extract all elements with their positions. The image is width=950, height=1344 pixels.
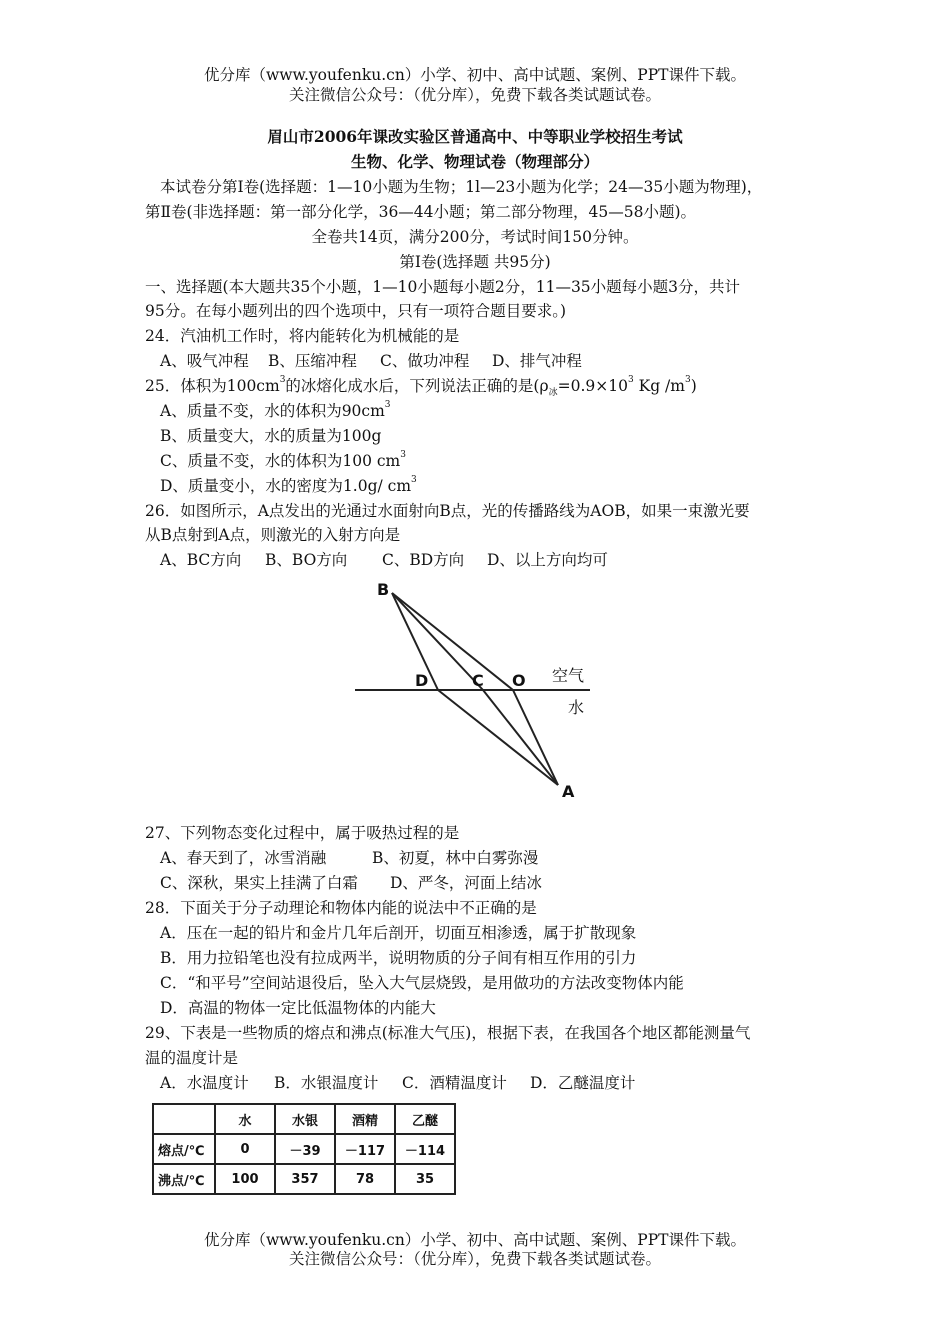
label-c: C — [472, 671, 484, 690]
header-line-1: 优分库（www.youfenku.cn）小学、初中、高中试题、案例、PPT课件下载。 — [203, 66, 747, 84]
table-cell: －39 — [275, 1134, 335, 1164]
q27-options-row2 — [160, 872, 542, 894]
q26-option-d: D、以上方向均可 — [487, 551, 608, 569]
q27-option-d: D、严冬，河面上结冰 — [390, 874, 542, 892]
section1-line-1: 一、选择题(本大题共35个小题，1—10小题每小题2分，11—35小题每小题3分，共计 — [145, 278, 741, 296]
melting-boiling-table — [152, 1103, 456, 1195]
table-cell: 100 — [215, 1164, 275, 1194]
table-header-cell: 水银 — [275, 1104, 335, 1134]
table-header-cell: 酒精 — [335, 1104, 395, 1134]
q24-stem: 24．汽油机工作时，将内能转化为机械能的是 — [145, 327, 460, 345]
q24-option-a: A、吸气冲程 — [160, 352, 249, 370]
table-header-row — [153, 1104, 455, 1134]
table-row — [153, 1164, 455, 1194]
label-b: B — [377, 580, 390, 599]
label-a: A — [562, 782, 575, 801]
section-heading: 第Ⅰ卷(选择题 共95分) — [399, 253, 551, 271]
q29-line-2: 温的温度计是 — [145, 1049, 239, 1067]
q27-stem: 27、下列物态变化过程中，属于吸热过程的是 — [145, 824, 460, 842]
table-cell: －117 — [335, 1134, 395, 1164]
exam-title: 眉山市2006年课改实验区普通高中、中等职业学校招生考试 — [267, 127, 683, 146]
label-water: 水 — [568, 698, 585, 717]
q28-stem: 28．下面关于分子动理论和物体内能的说法中不正确的是 — [145, 899, 537, 917]
intro-line-2: 第Ⅱ卷(非选择题：第一部分化学，36—44小题；第二部分物理，45—58小题)。 — [145, 203, 697, 221]
ray-d-a — [438, 690, 558, 785]
q29-option-a: A．水温度计 — [160, 1074, 249, 1092]
exam-subtitle: 生物、化学、物理试卷（物理部分） — [350, 152, 599, 171]
q25-option-c: C、质量不变，水的体积为100 $cm^3$ — [160, 450, 406, 470]
table-cell: －114 — [395, 1134, 455, 1164]
q25-option-a: A、质量不变，水的体积为$90cm^3$ — [160, 400, 391, 420]
q26-line-2: 从B点射到A点，则激光的入射方向是 — [145, 526, 401, 544]
q29-option-b: B．水银温度计 — [274, 1074, 379, 1092]
q29-options — [160, 1072, 635, 1094]
ray-b-o — [392, 593, 513, 690]
q29-option-c: C．酒精温度计 — [402, 1074, 507, 1092]
table-header-cell: 水 — [215, 1104, 275, 1134]
q27-option-a: A、春天到了，冰雪消融 — [160, 849, 327, 867]
q26-line-1: 26．如图所示，A点发出的光通过水面射向B点，光的传播路线为AOB，如果一束激光要 — [145, 502, 750, 520]
q25-stem: 25．体积为$100cm^3$的冰熔化成水后，下列说法正确的是($\rho_冰=0.9\times 10^3$ Kg $/m^3$) — [145, 375, 697, 399]
q28-option-a: A．压在一起的铅片和金片几年后剖开，切面互相渗透，属于扩散现象 — [160, 924, 637, 942]
footer-line-1: 优分库（www.youfenku.cn）小学、初中、高中试题、案例、PPT课件下载。 — [203, 1231, 747, 1249]
label-o: O — [512, 671, 526, 690]
table-row — [153, 1134, 455, 1164]
q26-option-a: A、BC方向 — [160, 551, 242, 569]
header-line-2: 关注微信公众号：（优分库），免费下载各类试题试卷。 — [288, 86, 661, 104]
q24-option-b: B、压缩冲程 — [268, 352, 357, 370]
q27-option-b: B、初夏，林中白雾弥漫 — [372, 849, 539, 867]
table-cell: 78 — [335, 1164, 395, 1194]
q28-option-c: C．“和平号”空间站退役后，坠入大气层烧毁，是用做功的方法改变物体内能 — [160, 974, 684, 992]
q27-option-c: C、深秋，果实上挂满了白霜 — [160, 874, 358, 892]
intro-line-3: 全卷共14页，满分200分，考试时间150分钟。 — [311, 228, 639, 246]
table-header-cell — [153, 1104, 215, 1134]
table-cell: 0 — [215, 1134, 275, 1164]
table-row-label: 熔点/℃ — [153, 1134, 215, 1164]
table-header-cell: 乙醚 — [395, 1104, 455, 1134]
q28-option-d: D．高温的物体一定比低温物体的内能大 — [160, 999, 436, 1017]
q26-option-b: B、BO方向 — [265, 551, 348, 569]
refraction-diagram — [340, 575, 620, 805]
ray-b-c — [392, 593, 483, 690]
q24-options — [160, 350, 582, 372]
footer-line-2: 关注微信公众号：（优分库），免费下载各类试题试卷。 — [288, 1250, 661, 1268]
table-row-label: 沸点/℃ — [153, 1164, 215, 1194]
section1-line-2: 95分。在每小题列出的四个选项中，只有一项符合题目要求。) — [145, 302, 567, 320]
q26-options — [160, 549, 608, 571]
intro-line-1: 本试卷分第Ⅰ卷(选择题：1—10小题为生物；1l—23小题为化学；24—35小题为物理)， — [160, 178, 763, 196]
label-air: 空气 — [552, 666, 585, 685]
q28-option-b: B．用力拉铅笔也没有拉成两半，说明物质的分子间有相互作用的引力 — [160, 949, 637, 967]
q25-option-d: D、质量变小，水的密度为1.0g/ $cm^3$ — [160, 475, 417, 495]
q29-option-d: D．乙醚温度计 — [530, 1074, 636, 1092]
table-cell: 35 — [395, 1164, 455, 1194]
q29-line-1: 29、下表是一些物质的熔点和沸点(标准大气压)，根据下表，在我国各个地区都能测量气 — [145, 1024, 751, 1042]
q24-option-c: C、做功冲程 — [380, 352, 470, 370]
q24-option-d: D、排气冲程 — [492, 352, 582, 370]
label-d: D — [415, 671, 429, 690]
q25-option-b: B、质量变大，水的质量为100g — [160, 427, 382, 445]
table-cell: 357 — [275, 1164, 335, 1194]
q27-options-row1 — [160, 847, 538, 869]
q26-option-c: C、BD方向 — [382, 551, 465, 569]
